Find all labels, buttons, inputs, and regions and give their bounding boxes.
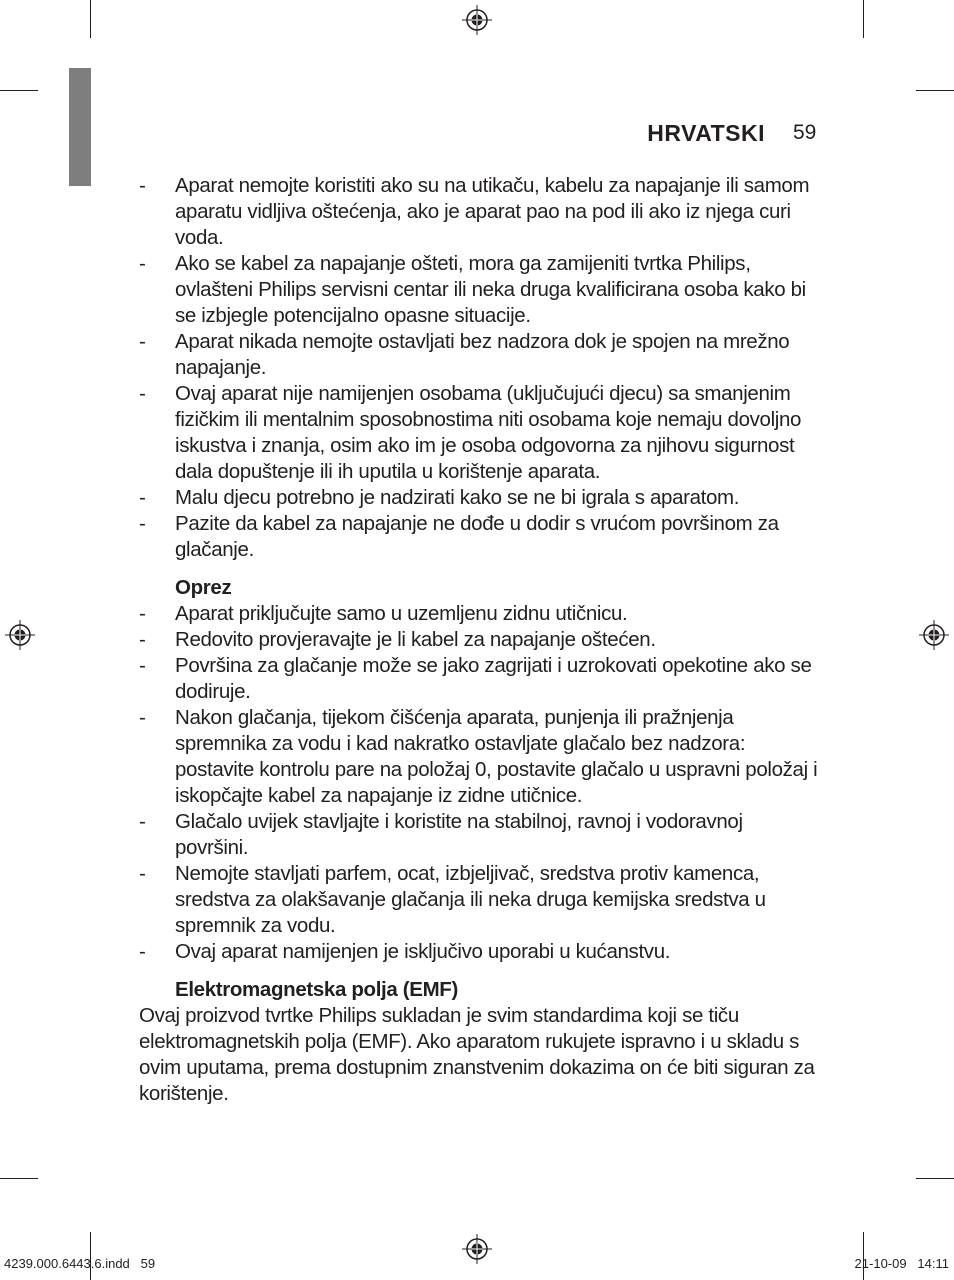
list-item: - Nakon glačanja, tijekom čišćenja aparata, punjenja ili pražnjenja spremnika za vodu i kad nakratko ostavljate glačalo bez nadzora: postavite kontrolu pare na položaj 0, postavite glačalo u uspravni položaj i iskopčajte kabel za napajanje iz zidne utičnice. <box>139 706 818 807</box>
footer-file-slug: 4239.000.6443.6.indd 59 <box>4 1256 156 1271</box>
caution-list <box>139 601 819 965</box>
registration-crosshair-icon <box>462 1234 492 1264</box>
language-side-tab <box>69 68 91 186</box>
list-item: - Glačalo uvijek stavljajte i koristite na stabilnoj, ravnoj i vodoravnoj površini. <box>139 810 743 859</box>
footer-datetime: 21-10-09 14:11 <box>854 1256 949 1271</box>
emf-paragraph: Ovaj proizvod tvrtke Philips sukladan je svim standardima koji se tiču elektromagnetskih polja (EMF). Ako aparatom rukujete ispravno i u skladu s ovim uputama, prema dostupnim znanstvenim dokazima on će biti siguran za korištenje. <box>139 1004 815 1105</box>
list-item: - Aparat priključujte samo u uzemljenu zidnu utičnicu. <box>139 602 628 625</box>
list-item: - Redovito provjeravajte je li kabel za napajanje oštećen. <box>139 628 656 651</box>
list-item: - Nemojte stavljati parfem, ocat, izbjeljivač, sredstva protiv kamenca, sredstva za olakšavanje glačanja ili neka druga kemijska sredstva u spremnik za vodu. <box>139 862 766 937</box>
registration-crosshair-icon <box>5 620 35 650</box>
warnings-list <box>139 173 819 563</box>
list-item: - Malu djecu potrebno je nadzirati kako se ne bi igrala s aparatom. <box>139 486 740 509</box>
crop-mark <box>0 1178 38 1179</box>
list-item: - Površina za glačanje može se jako zagrijati i uzrokovati opekotine ako se dodiruje. <box>139 654 812 703</box>
registration-crosshair-icon <box>919 620 949 650</box>
crop-mark <box>0 90 38 91</box>
crop-mark <box>90 0 91 38</box>
page-content <box>139 173 819 1107</box>
emf-heading: Elektromagnetska polja (EMF) <box>175 978 458 1001</box>
section-language-heading: HRVATSKI <box>647 120 765 146</box>
list-item: - Ovaj aparat namijenjen je isključivo uporabi u kućanstvu. <box>139 940 671 963</box>
list-item: - Ovaj aparat nije namijenjen osobama (uključujući djecu) sa smanjenim fizičkim ili mentalnim sposobnostima niti osobama koje nemaju dovoljno iskustva i znanja, osim ako im je osoba odgovorna za njihovu sigurnost dala dopuštenje ili ih uputila u korištenje aparata. <box>139 382 802 483</box>
crop-mark <box>916 1178 954 1179</box>
page-number: 59 <box>793 121 817 144</box>
registration-crosshair-icon <box>462 5 492 35</box>
list-item: - Pazite da kabel za napajanje ne dođe u dodir s vrućom površinom za glačanje. <box>139 512 779 561</box>
list-item: - Ako se kabel za napajanje ošteti, mora ga zamijeniti tvrtka Philips, ovlašteni Philips servisni centar ili neka druga kvalificirana osoba kako bi se izbjegle potencijalno opasne situacije. <box>139 252 806 327</box>
caution-heading: Oprez <box>175 576 232 599</box>
list-item: - Aparat nikada nemojte ostavljati bez nadzora dok je spojen na mrežno napajanje. <box>139 330 790 379</box>
list-item: - Aparat nemojte koristiti ako su na utikaču, kabelu za napajanje ili samom aparatu vidljiva oštećenja, ako je aparat pao na pod ili ako iz njega curi voda. <box>139 174 810 249</box>
crop-mark <box>863 0 864 38</box>
crop-mark <box>916 90 954 91</box>
